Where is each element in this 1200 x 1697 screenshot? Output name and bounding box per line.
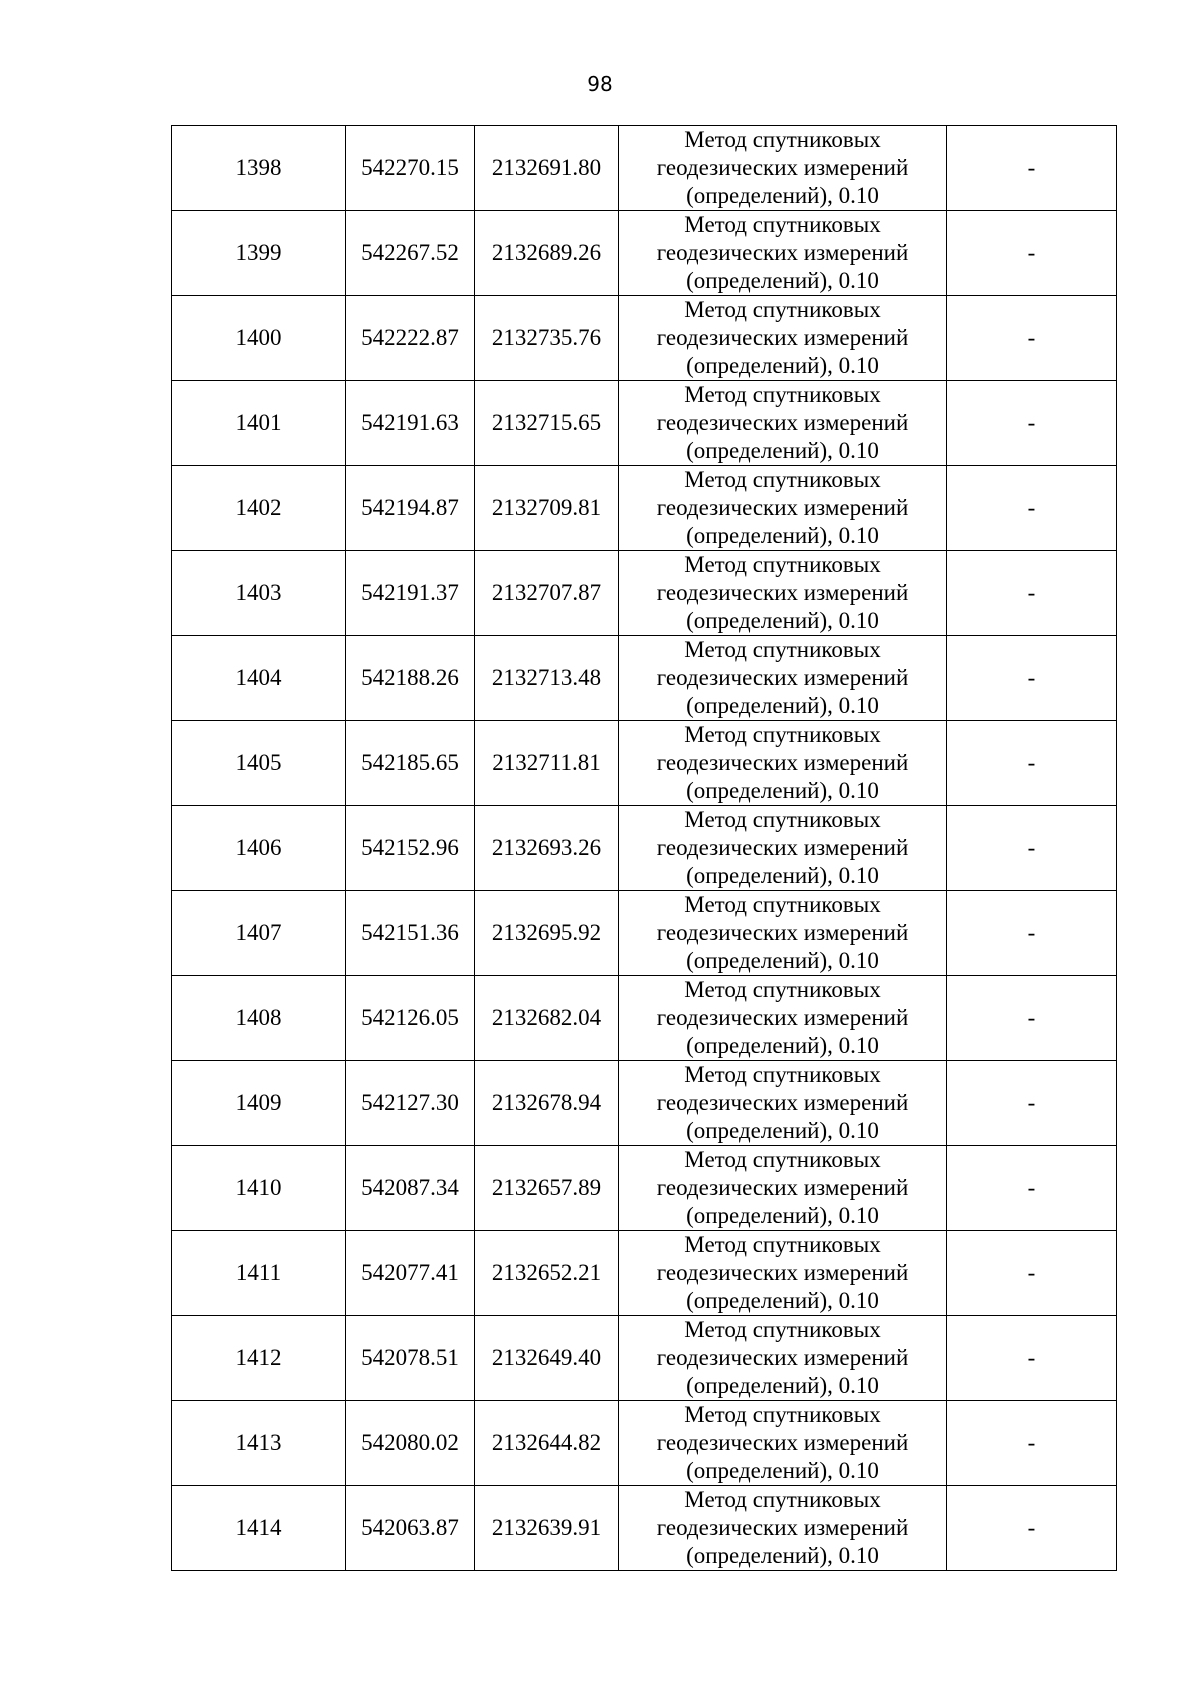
note-cell: - [947, 126, 1117, 211]
method-text-line: геодезических измерений [656, 410, 909, 435]
method-text-line: Метод спутниковых [684, 807, 881, 832]
method-cell [619, 1486, 947, 1571]
y-coordinate-cell: 2132649.40 [475, 1316, 619, 1401]
method-text-line: Метод спутниковых [684, 297, 881, 322]
point-number-cell: 1398 [172, 126, 346, 211]
method-cell [619, 1231, 947, 1316]
method-text-line: (определений), 0.10 [686, 863, 879, 888]
method-text-line: (определений), 0.10 [686, 438, 879, 463]
table-row [172, 1486, 1117, 1571]
table-row [172, 211, 1117, 296]
method-text-line: геодезических измерений [656, 920, 909, 945]
y-coordinate-cell: 2132639.91 [475, 1486, 619, 1571]
method-text-line: Метод спутниковых [684, 1147, 881, 1172]
note-cell: - [947, 296, 1117, 381]
point-number-cell: 1400 [172, 296, 346, 381]
method-text-line: Метод спутниковых [684, 1317, 881, 1342]
method-text-line: (определений), 0.10 [686, 693, 879, 718]
point-number-cell: 1411 [172, 1231, 346, 1316]
y-coordinate-cell: 2132711.81 [475, 721, 619, 806]
y-coordinate-cell: 2132715.65 [475, 381, 619, 466]
table-row [172, 1146, 1117, 1231]
point-number-cell: 1407 [172, 891, 346, 976]
method-text-line: (определений), 0.10 [686, 608, 879, 633]
y-coordinate-cell: 2132652.21 [475, 1231, 619, 1316]
x-coordinate-cell: 542267.52 [346, 211, 475, 296]
note-cell: - [947, 806, 1117, 891]
point-number-cell: 1404 [172, 636, 346, 721]
method-cell [619, 1061, 947, 1146]
note-cell: - [947, 1146, 1117, 1231]
y-coordinate-cell: 2132709.81 [475, 466, 619, 551]
y-coordinate-cell: 2132735.76 [475, 296, 619, 381]
method-text-line: геодезических измерений [656, 155, 909, 180]
x-coordinate-cell: 542185.65 [346, 721, 475, 806]
note-cell: - [947, 381, 1117, 466]
x-coordinate-cell: 542077.41 [346, 1231, 475, 1316]
note-cell: - [947, 1486, 1117, 1571]
method-text-line: Метод спутниковых [684, 127, 881, 152]
table-row [172, 296, 1117, 381]
method-text-line: (определений), 0.10 [686, 1203, 879, 1228]
method-cell [619, 1316, 947, 1401]
method-cell [619, 126, 947, 211]
table-row [172, 636, 1117, 721]
table-row [172, 721, 1117, 806]
method-cell [619, 891, 947, 976]
coordinates-table-body [172, 126, 1117, 1571]
note-cell: - [947, 891, 1117, 976]
table-row [172, 1231, 1117, 1316]
method-text-line: (определений), 0.10 [686, 1033, 879, 1058]
method-text-line: геодезических измерений [656, 1515, 909, 1540]
point-number-cell: 1408 [172, 976, 346, 1061]
y-coordinate-cell: 2132707.87 [475, 551, 619, 636]
method-text-line: геодезических измерений [656, 325, 909, 350]
method-cell [619, 466, 947, 551]
x-coordinate-cell: 542063.87 [346, 1486, 475, 1571]
note-cell: - [947, 1316, 1117, 1401]
table-row [172, 1401, 1117, 1486]
x-coordinate-cell: 542270.15 [346, 126, 475, 211]
point-number-cell: 1409 [172, 1061, 346, 1146]
method-cell [619, 1146, 947, 1231]
y-coordinate-cell: 2132693.26 [475, 806, 619, 891]
table-row [172, 126, 1117, 211]
point-number-cell: 1410 [172, 1146, 346, 1231]
note-cell: - [947, 1061, 1117, 1146]
method-text-line: геодезических измерений [656, 665, 909, 690]
method-cell [619, 976, 947, 1061]
method-text-line: (определений), 0.10 [686, 523, 879, 548]
x-coordinate-cell: 542126.05 [346, 976, 475, 1061]
method-text-line: Метод спутниковых [684, 722, 881, 747]
point-number-cell: 1413 [172, 1401, 346, 1486]
x-coordinate-cell: 542080.02 [346, 1401, 475, 1486]
x-coordinate-cell: 542078.51 [346, 1316, 475, 1401]
x-coordinate-cell: 542087.34 [346, 1146, 475, 1231]
y-coordinate-cell: 2132695.92 [475, 891, 619, 976]
point-number-cell: 1412 [172, 1316, 346, 1401]
y-coordinate-cell: 2132689.26 [475, 211, 619, 296]
method-text-line: Метод спутниковых [684, 382, 881, 407]
method-text-line: Метод спутниковых [684, 1402, 881, 1427]
x-coordinate-cell: 542194.87 [346, 466, 475, 551]
x-coordinate-cell: 542188.26 [346, 636, 475, 721]
table-row [172, 1316, 1117, 1401]
method-text-line: Метод спутниковых [684, 637, 881, 662]
method-text-line: (определений), 0.10 [686, 1543, 879, 1568]
y-coordinate-cell: 2132691.80 [475, 126, 619, 211]
point-number-cell: 1406 [172, 806, 346, 891]
y-coordinate-cell: 2132682.04 [475, 976, 619, 1061]
method-cell [619, 381, 947, 466]
method-text-line: Метод спутниковых [684, 977, 881, 1002]
method-text-line: (определений), 0.10 [686, 778, 879, 803]
table-row [172, 1061, 1117, 1146]
method-cell [619, 551, 947, 636]
note-cell: - [947, 211, 1117, 296]
note-cell: - [947, 636, 1117, 721]
note-cell: - [947, 1401, 1117, 1486]
method-text-line: геодезических измерений [656, 835, 909, 860]
method-text-line: (определений), 0.10 [686, 1458, 879, 1483]
point-number-cell: 1399 [172, 211, 346, 296]
note-cell: - [947, 551, 1117, 636]
x-coordinate-cell: 542127.30 [346, 1061, 475, 1146]
table-row [172, 551, 1117, 636]
note-cell: - [947, 721, 1117, 806]
method-text-line: Метод спутниковых [684, 552, 881, 577]
table-row [172, 381, 1117, 466]
x-coordinate-cell: 542191.63 [346, 381, 475, 466]
method-text-line: Метод спутниковых [684, 1487, 881, 1512]
method-text-line: (определений), 0.10 [686, 1373, 879, 1398]
method-text-line: геодезических измерений [656, 1260, 909, 1285]
method-text-line: геодезических измерений [656, 1430, 909, 1455]
method-text-line: Метод спутниковых [684, 1062, 881, 1087]
method-text-line: Метод спутниковых [684, 467, 881, 492]
note-cell: - [947, 466, 1117, 551]
method-text-line: (определений), 0.10 [686, 1288, 879, 1313]
method-text-line: геодезических измерений [656, 1345, 909, 1370]
method-text-line: геодезических измерений [656, 240, 909, 265]
x-coordinate-cell: 542191.37 [346, 551, 475, 636]
point-number-cell: 1402 [172, 466, 346, 551]
point-number-cell: 1414 [172, 1486, 346, 1571]
point-number-cell: 1401 [172, 381, 346, 466]
method-text-line: (определений), 0.10 [686, 353, 879, 378]
method-cell [619, 296, 947, 381]
method-cell [619, 636, 947, 721]
table-row [172, 806, 1117, 891]
method-text-line: геодезических измерений [656, 1090, 909, 1115]
note-cell: - [947, 1231, 1117, 1316]
coordinates-table [171, 125, 1117, 1571]
table-row [172, 466, 1117, 551]
method-text-line: геодезических измерений [656, 495, 909, 520]
method-text-line: (определений), 0.10 [686, 183, 879, 208]
method-cell [619, 211, 947, 296]
method-text-line: (определений), 0.10 [686, 268, 879, 293]
x-coordinate-cell: 542222.87 [346, 296, 475, 381]
method-text-line: Метод спутниковых [684, 212, 881, 237]
x-coordinate-cell: 542151.36 [346, 891, 475, 976]
page-number: 98 [587, 72, 613, 96]
y-coordinate-cell: 2132713.48 [475, 636, 619, 721]
point-number-cell: 1403 [172, 551, 346, 636]
method-cell [619, 721, 947, 806]
method-cell [619, 806, 947, 891]
method-text-line: Метод спутниковых [684, 1232, 881, 1257]
y-coordinate-cell: 2132678.94 [475, 1061, 619, 1146]
method-text-line: геодезических измерений [656, 1005, 909, 1030]
method-text-line: (определений), 0.10 [686, 1118, 879, 1143]
method-text-line: геодезических измерений [656, 750, 909, 775]
note-cell: - [947, 976, 1117, 1061]
point-number-cell: 1405 [172, 721, 346, 806]
method-text-line: геодезических измерений [656, 1175, 909, 1200]
y-coordinate-cell: 2132644.82 [475, 1401, 619, 1486]
x-coordinate-cell: 542152.96 [346, 806, 475, 891]
method-text-line: геодезических измерений [656, 580, 909, 605]
table-row [172, 976, 1117, 1061]
method-text-line: Метод спутниковых [684, 892, 881, 917]
table-row [172, 891, 1117, 976]
y-coordinate-cell: 2132657.89 [475, 1146, 619, 1231]
method-cell [619, 1401, 947, 1486]
method-text-line: (определений), 0.10 [686, 948, 879, 973]
